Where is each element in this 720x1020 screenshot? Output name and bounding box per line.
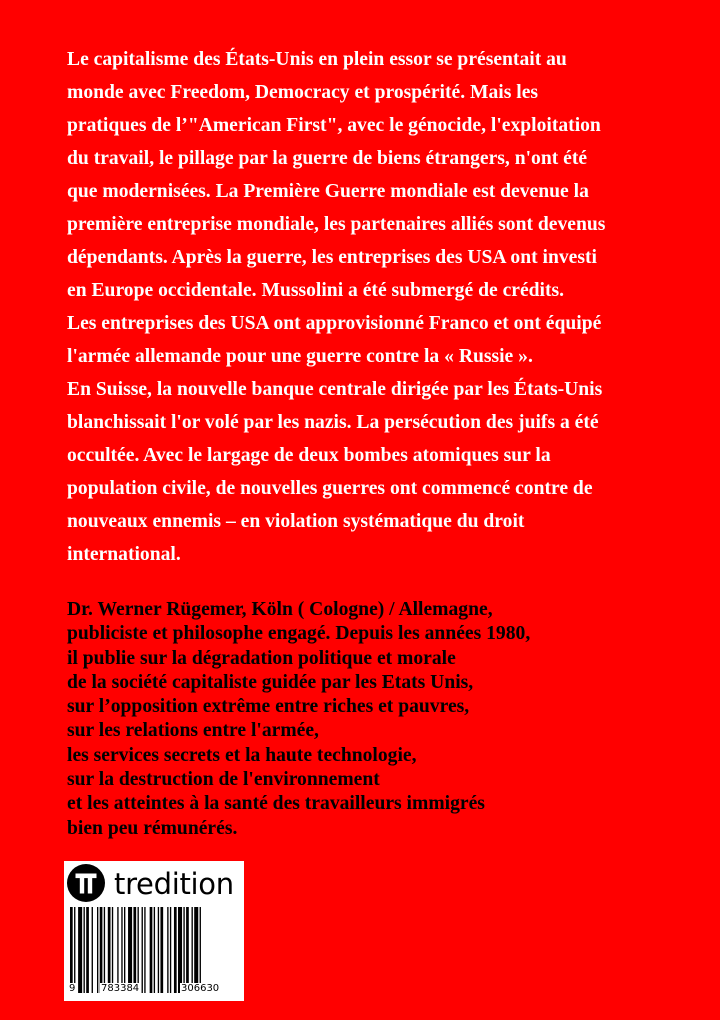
barcode-bar [104, 907, 105, 993]
blurb-line: l'armée allemande pour une guerre contre la « Russie ». [67, 346, 533, 367]
barcode-bar [128, 907, 132, 993]
barcode-bar [100, 907, 103, 993]
barcode-bar [167, 907, 168, 993]
barcode-bar [92, 907, 93, 993]
blurb-line: Le capitalisme des États-Unis en plein essor se présentait au [67, 49, 567, 70]
barcode-bar [70, 907, 73, 993]
bio-line: sur l’opposition extrême entre riches et pauvres, [67, 696, 470, 718]
barcode-bar [142, 907, 143, 993]
blurb-line: monde avec Freedom, Democracy et prospérité. Mais les [67, 82, 539, 103]
barcode-bar [186, 907, 189, 993]
barcode-digit-group: 306630 [181, 983, 220, 994]
bio-line: de la société capitaliste guidée par les Etats Unis, [67, 671, 474, 693]
blurb-line: dépendants. Après la guerre, les entreprises des USA ont investi [67, 247, 597, 268]
bio-line: publiciste et philosophe engagé. Depuis les années 1980, [67, 623, 531, 645]
blurb-line: que modernisées. La Première Guerre mondiale est devenue la [67, 181, 589, 202]
barcode-bar [138, 907, 139, 993]
barcode-bar [158, 907, 159, 993]
barcode-bar [160, 907, 163, 993]
bio-line: et les atteintes à la santé des travailleurs immigrés [67, 793, 485, 815]
barcode-bar [108, 907, 111, 993]
barcode-bar [133, 907, 136, 993]
barcode-bar [192, 907, 193, 993]
tredition-logo-icon [67, 864, 105, 902]
publisher-name: tredition [114, 867, 234, 901]
bio-line: les services secrets et la haute technologie, [67, 744, 417, 766]
blurb-line: En Suisse, la nouvelle banque centrale dirigée par les États-Unis [67, 379, 603, 400]
barcode-bar [97, 907, 98, 993]
barcode-bar [183, 907, 184, 993]
blurb-line: occultée. Avec le largage de deux bombes atomiques sur la [67, 445, 551, 466]
barcode-bar [144, 907, 145, 993]
bio-line: Dr. Werner Rügemer, Köln ( Cologne) / Allemagne, [67, 599, 493, 620]
blurb-line: du travail, le pillage par la guerre de biens étrangers, n'ont été [67, 148, 588, 169]
bio-line: il publie sur la dégradation politique et morale [67, 647, 456, 669]
bio-line: bien peu rémunérés. [67, 817, 238, 839]
blurb-line: pratiques de l’"American First", avec le génocide, l'exploitation [67, 115, 601, 136]
barcode-bar [170, 907, 171, 993]
barcode-bar [150, 907, 153, 993]
blurb-line: blanchissait l'or volé par les nazis. La persécution des juifs a été [67, 412, 599, 433]
barcode-bar [174, 907, 177, 993]
barcode-digit-group: 783384 [101, 983, 140, 994]
blurb-line: population civile, de nouvelles guerres ont commencé contre de [67, 478, 593, 499]
barcode-bar [112, 907, 113, 993]
barcode-bar [86, 907, 89, 993]
bio-line: sur les relations entre l'armée, [67, 720, 319, 742]
blurb-line: en Europe occidentale. Mussolini a été submergé de crédits. [67, 280, 565, 301]
barcode-bar [178, 907, 182, 993]
bio-line: sur la destruction de l'environnement [67, 769, 380, 791]
barcode-bar [200, 907, 201, 993]
barcode-digit-group: 9 [69, 983, 76, 994]
barcode-bar [117, 907, 118, 993]
barcode-digits [64, 983, 244, 999]
back-cover-blurb [67, 43, 667, 571]
barcode-bar [74, 907, 75, 993]
blurb-line: international. [67, 544, 181, 565]
blurb-line: première entreprise mondiale, les partenaires alliés sont devenus [67, 214, 606, 235]
barcode-bar [194, 907, 198, 993]
barcode-bar [121, 907, 122, 993]
barcode-bar [124, 907, 125, 993]
barcode-bar [78, 907, 82, 993]
isbn-barcode [64, 907, 244, 1001]
barcode-bar [84, 907, 85, 993]
author-bio [67, 598, 627, 841]
blurb-line: nouveaux ennemis – en violation systématique du droit [67, 511, 525, 532]
publisher-logo [64, 861, 244, 907]
barcode-bar [154, 907, 155, 993]
blurb-line: Les entreprises des USA ont approvisionné Franco et ont équipé [67, 313, 602, 334]
